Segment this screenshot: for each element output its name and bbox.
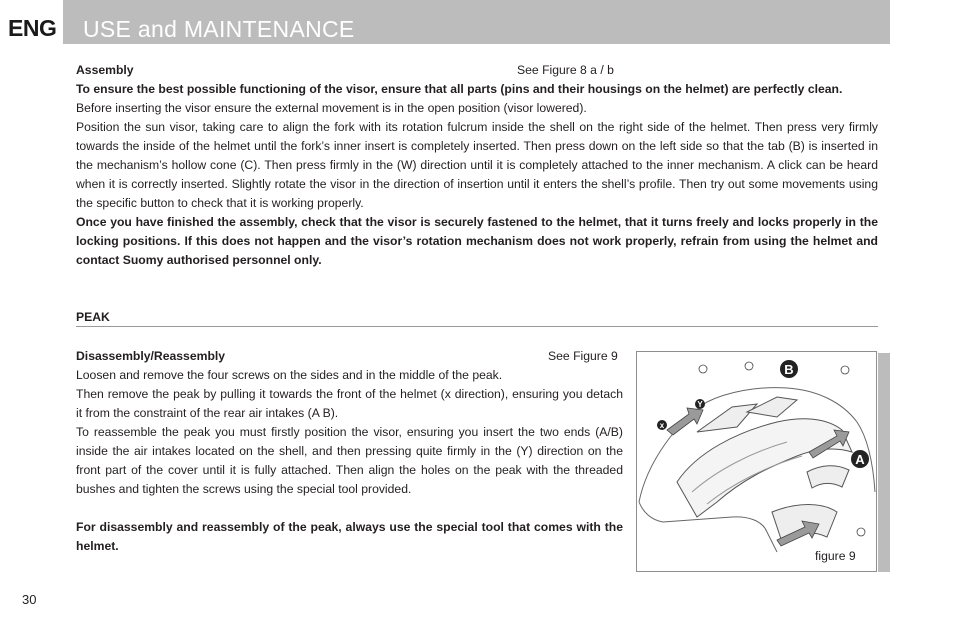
label-x: x xyxy=(659,421,665,430)
language-badge: ENG xyxy=(8,15,57,41)
peak-para1: Then remove the peak by pulling it towards the front of the helmet (x direction), ensuring you detach it from the constraint of the rear air intakes (A B). xyxy=(76,387,623,420)
section-divider xyxy=(76,326,878,327)
side-stripe xyxy=(878,353,890,572)
peak-para2: To reassemble the peak you must firstly position the visor, ensuring you insert the two ends (A/B) inside the air intakes located on the shell, and then pressing quite firmly in the (Y) direction on the front part of the cover until it is fully attached. Then align the holes on the peak with the threaded bushes and tighten the screws using the special tool provided. xyxy=(76,425,623,496)
peak-subheading: Disassembly/Reassembly xyxy=(76,349,226,363)
peak-line1: Loosen and remove the four screws on the sides and in the middle of the peak. xyxy=(76,368,503,382)
assembly-heading: Assembly xyxy=(76,63,134,77)
figure-9 xyxy=(636,351,877,572)
assembly-bold-intro: To ensure the best possible functioning of the visor, ensure that all parts (pins and their housings on the helmet) are perfectly clean. xyxy=(76,82,843,96)
assembly-body: Position the sun visor, taking care to align the fork with its rotation fulcrum inside the shell on the right side of the helmet. Then press very firmly towards the inside of the helmet until the fork’s inner insert is completely inserted. Then press down on the left side so that the tab (B) is inserted in the mechanism’s hollow cone (C). Then press firmly in the (W) direction until it is completely attached to the inner mechanism. A click can be heard when it is correctly inserted. Slightly rotate the visor in the direction of insertion until it enters the shell’s profile. Then try out some movements using the specific button to check that it is working properly. xyxy=(76,120,878,210)
figure-caption: figure 9 xyxy=(815,549,856,563)
helmet-peak-illustration xyxy=(637,352,876,571)
peak-figure-ref: See Figure 9 xyxy=(548,349,618,363)
assembly-warning: Once you have finished the assembly, check that the visor is securely fastened to the helmet, that it turns freely and locks properly in the locking positions. If this does not happen and the visor’s rotation mechanism does not work properly, refrain from using the helmet and contact Suomy authorised personnel only. xyxy=(76,215,878,267)
label-y: Y xyxy=(697,400,703,409)
assembly-precondition: Before inserting the visor ensure the external movement is in the open position (visor lowered). xyxy=(76,101,587,115)
label-b: B xyxy=(784,362,794,377)
label-a: A xyxy=(855,452,865,467)
assembly-figure-ref: See Figure 8 a / b xyxy=(517,63,614,77)
page-number: 30 xyxy=(22,592,37,607)
peak-bold-note: For disassembly and reassembly of the peak, always use the special tool that comes with the helmet. xyxy=(76,520,623,553)
page-title: USE and MAINTENANCE xyxy=(83,16,355,42)
peak-heading: PEAK xyxy=(76,310,110,324)
